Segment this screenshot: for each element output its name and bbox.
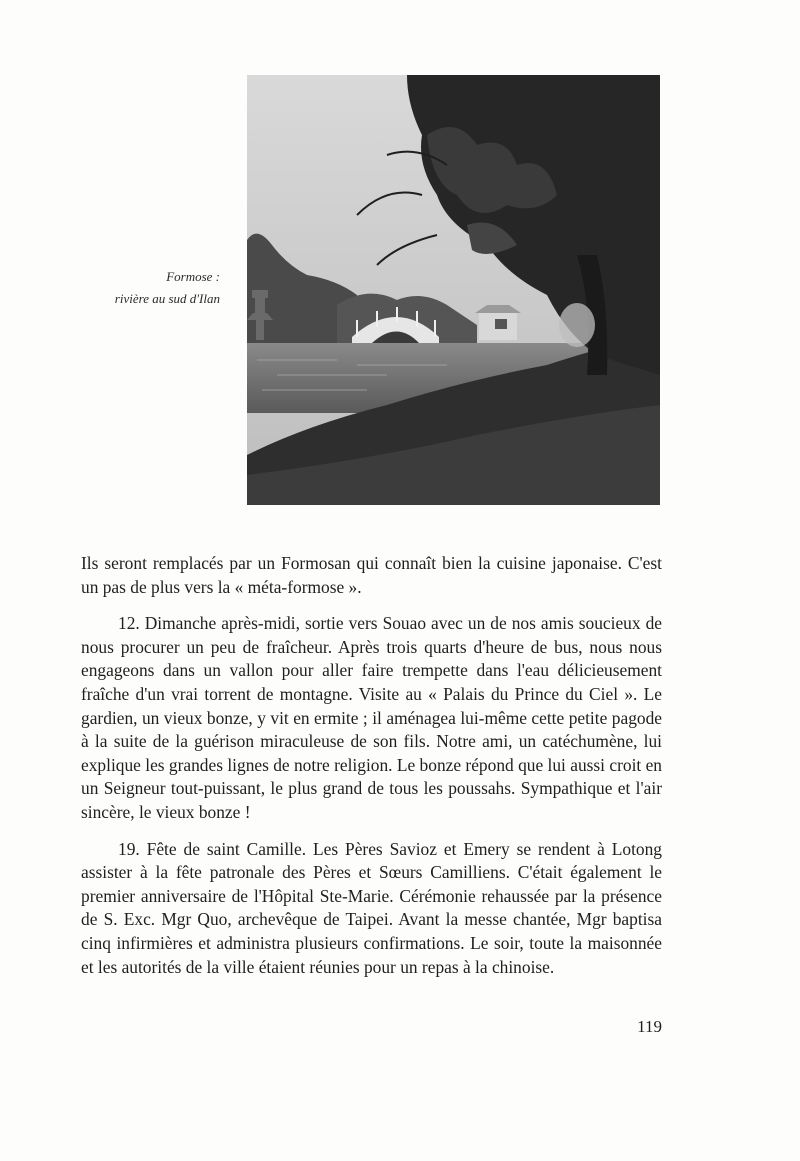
figure-caption: [60, 266, 220, 310]
body-text: [81, 552, 662, 979]
small-house: [475, 305, 521, 340]
page-number: 119: [637, 1017, 662, 1036]
paragraph-19: 19. Fête de saint Camille. Les Pères Savioz et Emery se rendent à Lotong assister à la fête patronale des Pères et Sœurs Camilliens. C'était également le premier anniversaire de l'Hôpital Ste-Marie. Cérémonie rehaussée par la présence de S. Exc. Mgr Quo, archevêque de Taipei. Avant la messe chantée, Mgr baptisa cinq infirmières et administra plusieurs confirmations. Le soir, toute la maisonnée et les autorités de la ville étaient réunies pour un repas à la chinoise.: [81, 838, 662, 977]
river-photograph: [247, 75, 660, 505]
river-photo-illustration: [247, 75, 660, 505]
paragraph-intro: Ils seront remplacés par un Formosan qui connaît bien la cuisine japonaise. C'est un pas de plus vers la « méta-formose ».: [81, 553, 662, 597]
caption-line-1: Formose :: [166, 269, 220, 284]
paragraph-12: 12. Dimanche après-midi, sortie vers Souao avec un de nos amis soucieux de nous procurer un peu de fraîcheur. Après trois quarts d'heure de bus, nous nous engageons dans un vallon pour aller faire trempette dans l'eau délicieusement fraîche d'un vrai torrent de montagne. Visite au « Palais du Prince du Ciel ». Le gardien, un vieux bonze, y vit en ermite ; il aménagea lui-même cette petite pagode à la suite de la guérison miraculeuse de son fils. Notre ami, un catéchumène, lui explique les grandes lignes de notre religion. Le bonze répond que lui aussi croit en un Seigneur tout-puissant, le plus grand de tous les poussahs. Sympathique et l'air sincère, le vieux bonze !: [81, 613, 662, 822]
caption-line-2: rivière au sud d'Ilan: [114, 291, 220, 306]
